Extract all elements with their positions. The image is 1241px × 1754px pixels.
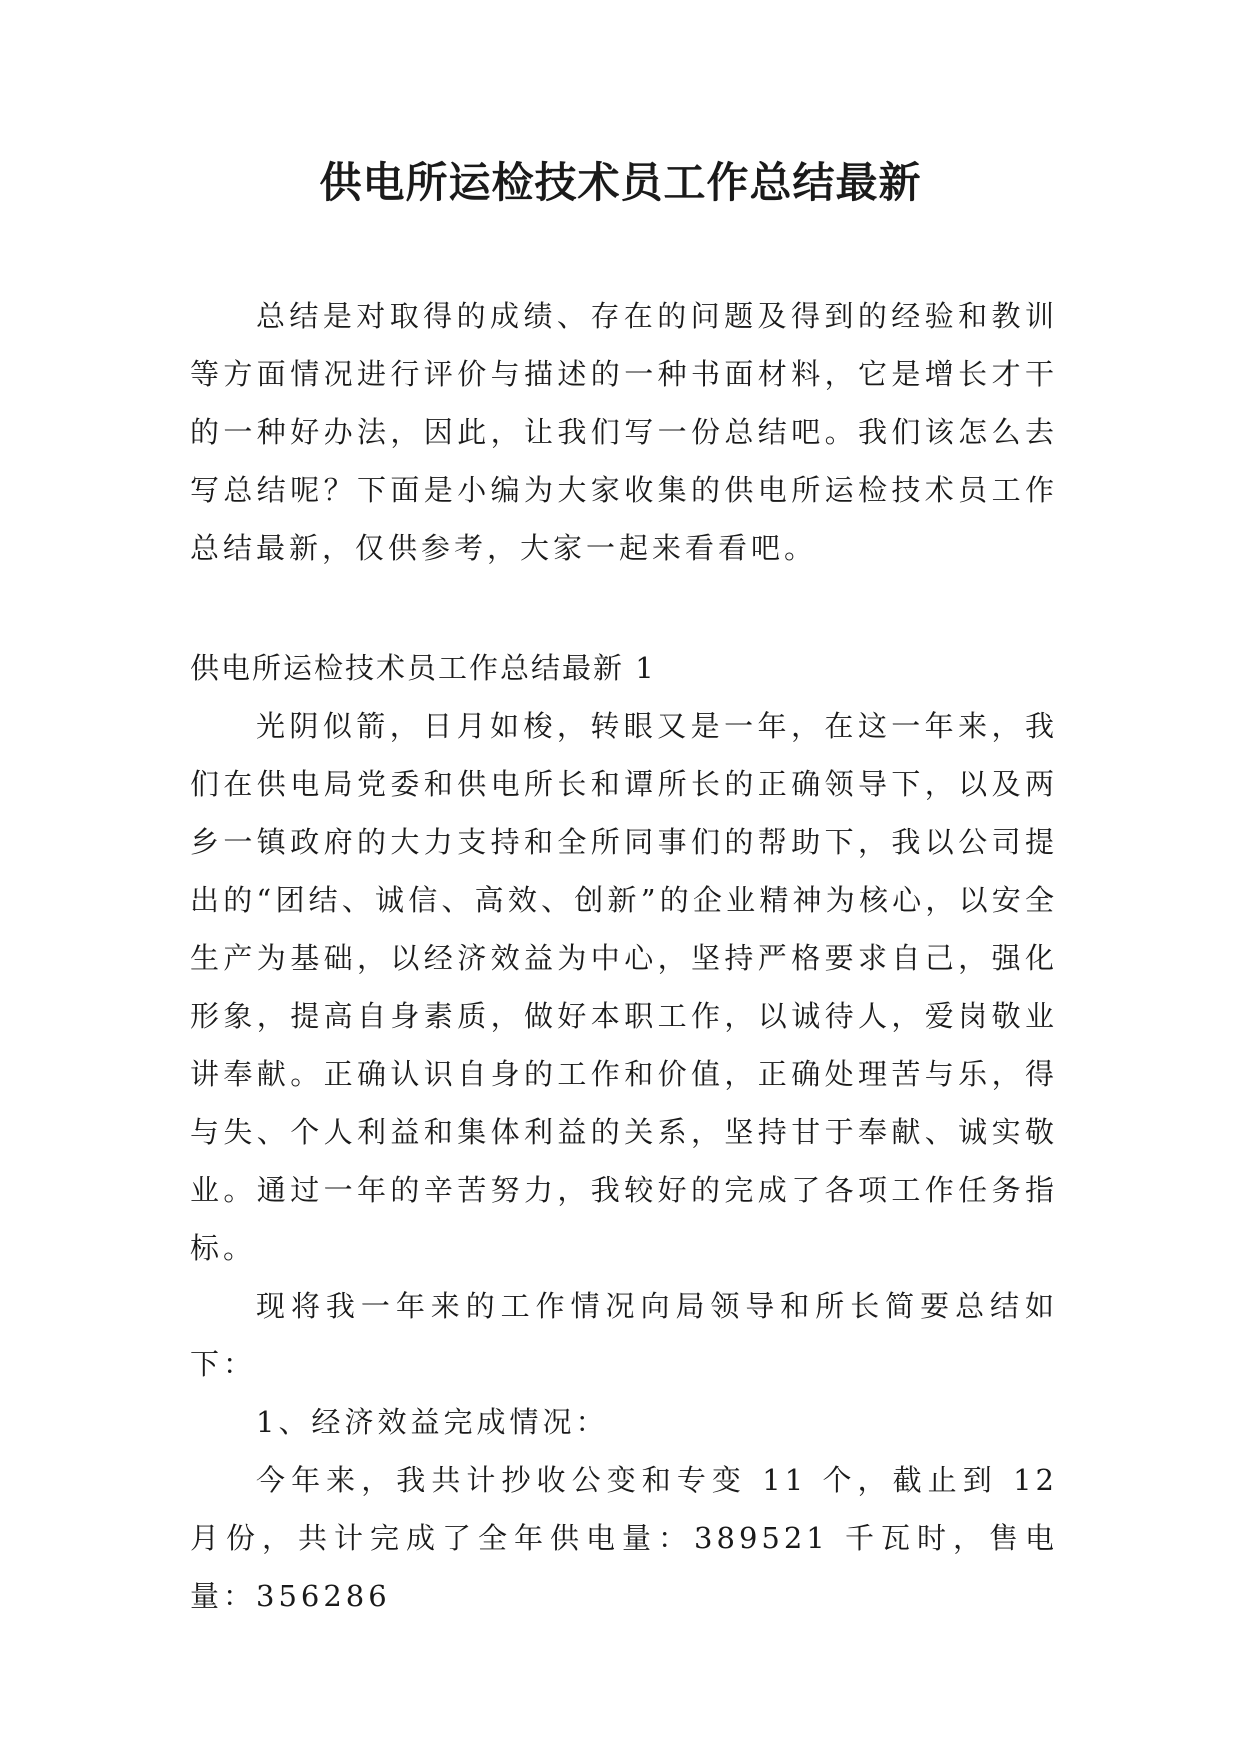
body-paragraph: 1、经济效益完成情况： <box>256 1405 609 1439</box>
intro-section <box>190 287 1058 577</box>
section-heading: 供电所运检技术员工作总结最新 1 <box>190 651 656 685</box>
document-title: 供电所运检技术员工作总结最新 <box>319 158 922 207</box>
body-paragraph: 光阴似箭，日月如梭，转眼又是一年，在这一年来，我们在供电局党委和供电所长和谭所长的正确领导下，以及两乡一镇政府的大力支持和全所同事们的帮助下，我以公司提出的“团结、诚信、高效、创新”的企业精神为核心，以安全生产为基础，以经济效益为中心，坚持严格要求自己，强化形象，提高自身素质，做好本职工作，以诚待人，爱岗敬业讲奉献。正确认识自身的工作和价值，正确处理苦与乐，得与失、个人利益和集体利益的关系，坚持甘于奉献、诚实敬业。通过一年的辛苦努力，我较好的完成了各项工作任务指标。 <box>190 709 1058 1265</box>
section-1 <box>190 639 1058 1625</box>
intro-paragraph: 总结是对取得的成绩、存在的问题及得到的经验和教训等方面情况进行评价与描述的一种书面材料，它是增长才干的一种好办法，因此，让我们写一份总结吧。我们该怎么去写总结呢？下面是小编为大家收集的供电所运检技术员工作总结最新，仅供参考，大家一起来看看吧。 <box>190 299 1058 565</box>
body-paragraph: 现将我一年来的工作情况向局领导和所长简要总结如下： <box>190 1289 1058 1381</box>
body-paragraph: 今年来，我共计抄收公变和专变 11 个，截止到 12 月份，共计完成了全年供电量：389521 千瓦时，售电量：356286 <box>190 1463 1058 1613</box>
